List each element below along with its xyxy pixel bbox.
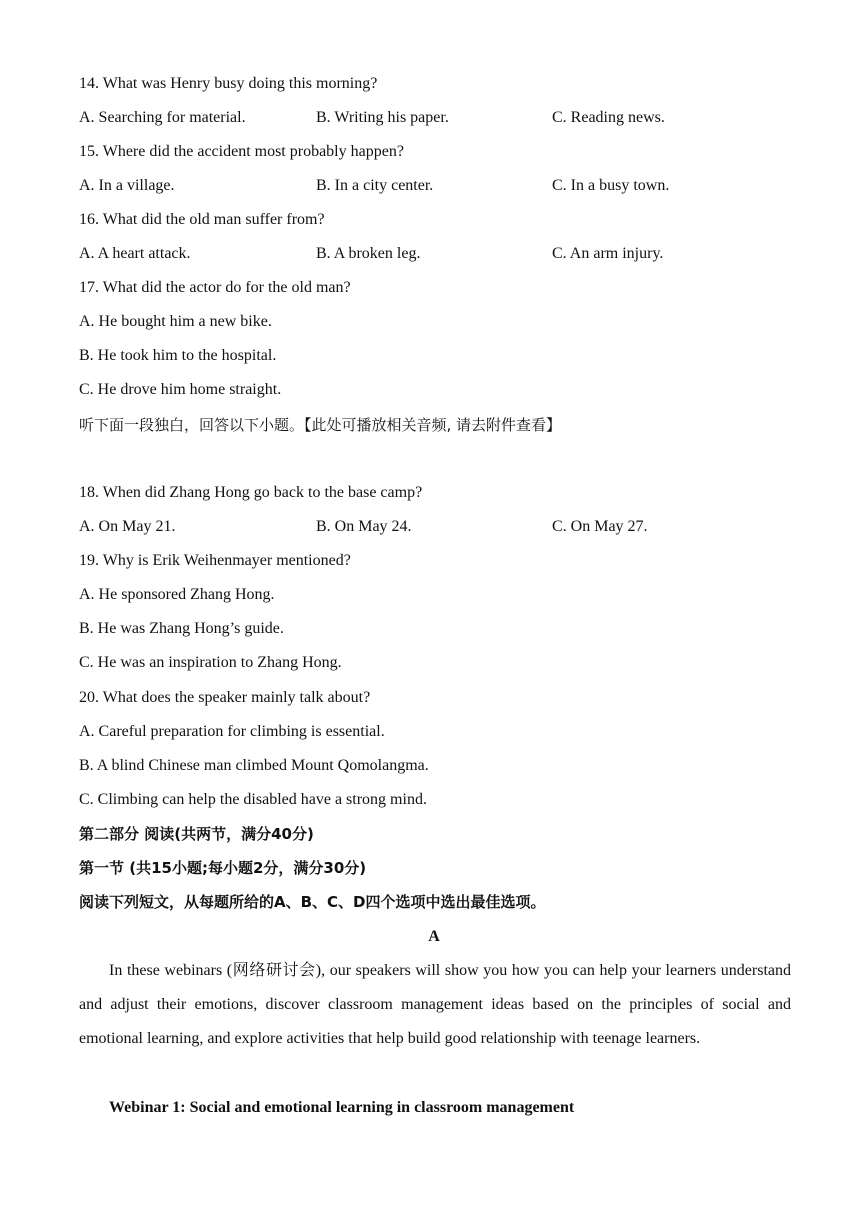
q20-option-c: C. Climbing can help the disabled have a strong mind. xyxy=(79,791,427,808)
passage-text: In these webinars (网络研讨会), our speakers will show you how you can help your learners understand and adjust their emotions, discover classroom management ideas based on the principles of social and emotional learning, and explore activities that help build good relationship with teenage learners. xyxy=(79,962,791,1047)
q19-option-c: C. He was an inspiration to Zhang Hong. xyxy=(79,654,342,671)
q18-option-c: C. On May 27. xyxy=(552,518,648,535)
passage-paragraph xyxy=(79,954,791,1056)
question-18: 18. When did Zhang Hong go back to the base camp? xyxy=(79,484,423,501)
question-15: 15. Where did the accident most probably happen? xyxy=(79,143,404,160)
q17-option-b: B. He took him to the hospital. xyxy=(79,347,277,364)
q16-option-c: C. An arm injury. xyxy=(552,245,664,262)
q19-option-a: A. He sponsored Zhang Hong. xyxy=(79,586,275,603)
q15-option-c: C. In a busy town. xyxy=(552,177,670,194)
q18-option-a: A. On May 21. xyxy=(79,518,176,535)
q16-option-b: B. A broken leg. xyxy=(316,245,421,262)
q15-option-a: A. In a village. xyxy=(79,177,175,194)
question-14: 14. What was Henry busy doing this morning? xyxy=(79,75,378,92)
q14-option-a: A. Searching for material. xyxy=(79,109,246,126)
question-20: 20. What does the speaker mainly talk about? xyxy=(79,689,371,706)
reading-instruction: 阅读下列短文，从每题所给的A、B、C、D四个选项中选出最佳选项。 xyxy=(79,893,546,911)
q14-option-b: B. Writing his paper. xyxy=(316,109,449,126)
section1-heading: 第一节 (共15小题;每小题2分，满分30分) xyxy=(79,859,367,877)
q19-option-b: B. He was Zhang Hong’s guide. xyxy=(79,620,284,637)
question-19: 19. Why is Erik Weihenmayer mentioned? xyxy=(79,552,351,569)
q16-option-a: A. A heart attack. xyxy=(79,245,191,262)
q20-option-b: B. A blind Chinese man climbed Mount Qomolangma. xyxy=(79,757,429,774)
question-17: 17. What did the actor do for the old man? xyxy=(79,279,351,296)
q18-option-b: B. On May 24. xyxy=(316,518,412,535)
listening-instruction: 听下面一段独白，回答以下小题。【此处可播放相关音频, 请去附件查看】 xyxy=(79,416,562,434)
q17-option-a: A. He bought him a new bike. xyxy=(79,313,272,330)
part2-heading: 第二部分 阅读(共两节，满分40分) xyxy=(79,825,314,843)
q15-option-b: B. In a city center. xyxy=(316,177,434,194)
webinar-1-title: Webinar 1: Social and emotional learning in classroom management xyxy=(109,1099,575,1116)
q20-option-a: A. Careful preparation for climbing is essential. xyxy=(79,723,385,740)
q14-option-c: C. Reading news. xyxy=(552,109,665,126)
question-16: 16. What did the old man suffer from? xyxy=(79,211,325,228)
passage-label: A xyxy=(428,928,440,945)
q17-option-c: C. He drove him home straight. xyxy=(79,381,282,398)
